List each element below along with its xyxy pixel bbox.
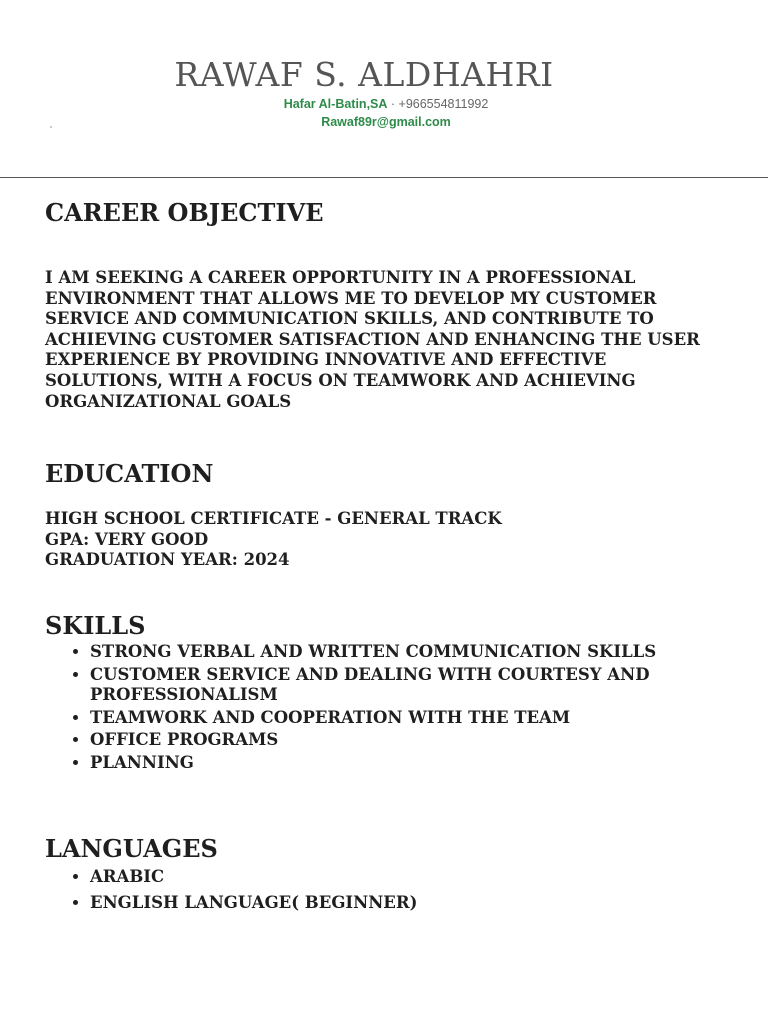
education-line: HIGH SCHOOL CERTIFICATE - GENERAL TRACK: [45, 509, 502, 528]
objective-line: ORGANIZATIONAL GOALS: [45, 391, 292, 411]
objective-line: I AM SEEKING A CAREER OPPORTUNITY IN A PROFESSIONAL: [45, 268, 636, 287]
phone-text: +966554811992: [398, 97, 489, 111]
header-divider: [0, 177, 768, 178]
list-item: • OFFICE PROGRAMS: [90, 730, 768, 751]
list-item: • STRONG VERBAL AND WRITTEN COMMUNICATION SKILLS: [90, 642, 768, 663]
education-line: GPA: VERY GOOD: [45, 529, 209, 549]
education-line: GRADUATION YEAR: 2024: [45, 550, 290, 570]
contact-email: [0, 114, 768, 130]
location-text: Hafar Al-Batin,SA: [283, 97, 388, 111]
education-heading: EDUCATION: [45, 459, 214, 488]
career-objective-text: [45, 268, 715, 412]
languages-heading: LANGUAGES: [45, 834, 218, 863]
list-item: • ARABIC: [90, 866, 768, 888]
languages-list: [45, 866, 768, 918]
list-item: • CUSTOMER SERVICE AND DEALING WITH COURTESY AND PROFESSIONALISM: [90, 665, 768, 706]
objective-line: SOLUTIONS, WITH A FOCUS ON TEAMWORK AND ACHIEVING: [45, 370, 636, 390]
objective-line: SERVICE AND COMMUNICATION SKILLS, AND CONTRIBUTE TO: [45, 309, 654, 329]
email-text: Rawaf89r@gmail.com: [321, 115, 451, 129]
separator-dot: ·: [387, 97, 399, 111]
list-item: • TEAMWORK AND COOPERATION WITH THE TEAM: [90, 708, 768, 729]
objective-line: ACHIEVING CUSTOMER SATISFACTION AND ENHANCING THE USER: [45, 329, 700, 349]
career-objective-heading: CAREER OBJECTIVE: [45, 198, 324, 227]
skills-list: [45, 642, 768, 775]
objective-line: ENVIRONMENT THAT ALLOWS ME TO DEVELOP MY CUSTOMER: [45, 288, 657, 308]
stray-dot-mark: [50, 126, 52, 128]
list-item: • PLANNING: [90, 753, 768, 774]
education-details: [45, 509, 715, 571]
resume-name: RAWAF S. ALDHAHRI: [174, 55, 554, 94]
contact-location-phone: [0, 96, 768, 112]
objective-line: EXPERIENCE BY PROVIDING INNOVATIVE AND EFFECTIVE: [45, 350, 607, 370]
list-item: • ENGLISH LANGUAGE( BEGINNER): [90, 892, 768, 914]
skills-heading: SKILLS: [45, 611, 146, 640]
